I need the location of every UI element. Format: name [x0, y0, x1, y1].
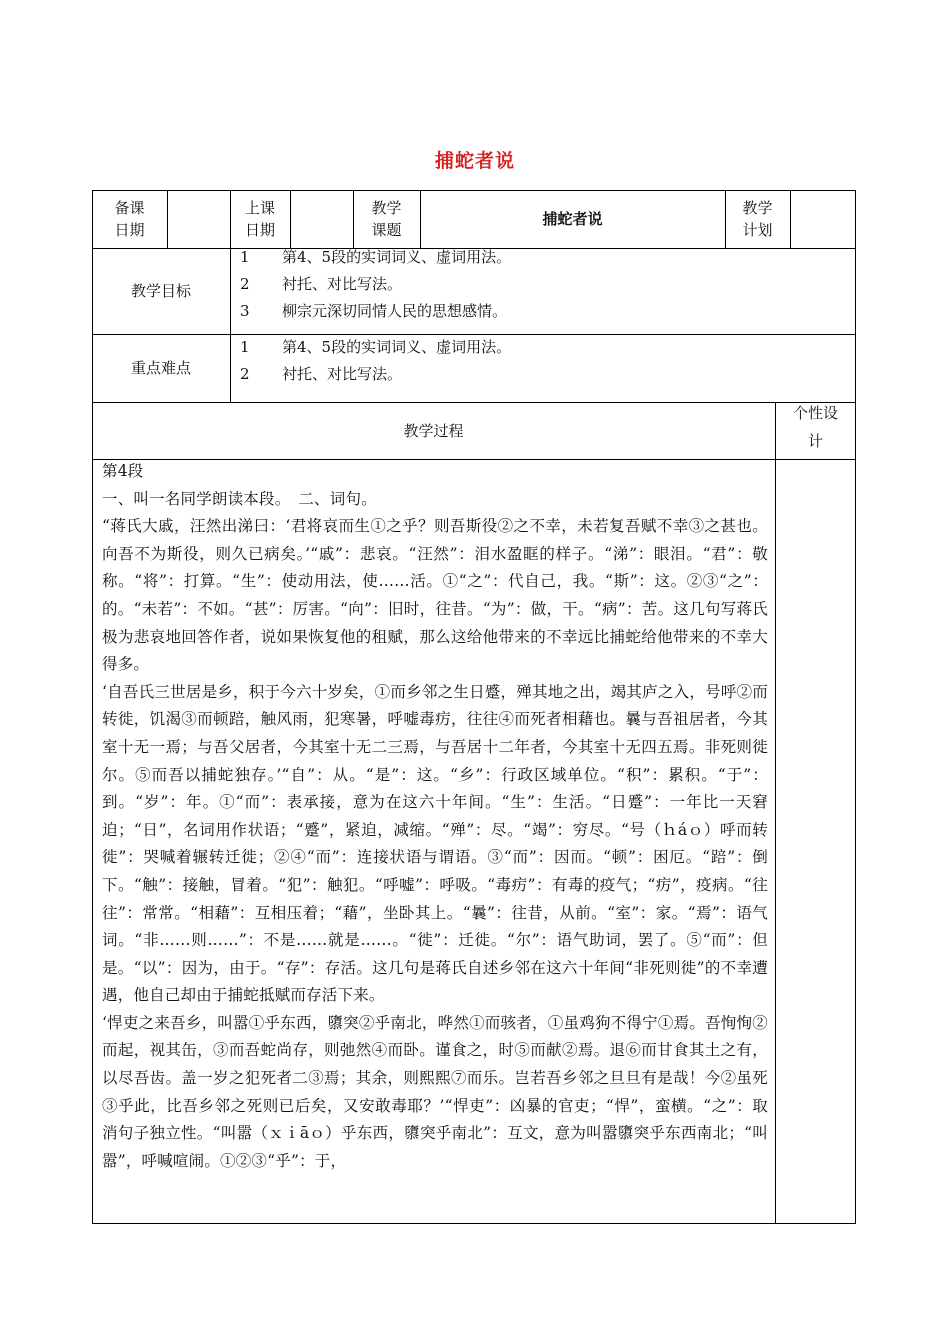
lesson-body: [102, 458, 768, 1175]
body-paragraph: ‘悍吏之来吾乡，叫嚣①乎东西，隳突②乎南北，哗然①而骇者，①虽鸡狗不得宁①焉。吾恂恂②而起，视其缶，③而吾蛇尚存，则弛然④而卧。谨食之，时⑤而献②焉。退⑥而甘食其土之有，以尽吾齿。盖一岁之犯死者二③焉；其余，则熙熙⑦而乐。岂若吾乡邻之旦旦有是哉！今②虽死③乎此，比吾乡邻之死则已后矣，又安敢毒耶？’“悍吏”：凶暴的官吏；“悍”，蛮横。“之”：取消句子独立性。“叫嚣（ｘｉāｏ）乎东西，隳突乎南北”：互文，意为叫嚣隳突乎东西南北；“叫嚣”，呼喊喧闹。①②③“乎”：于，: [102, 1013, 768, 1170]
keypoint-number: 1: [240, 338, 250, 356]
goal-item: [240, 244, 840, 271]
col-divider: [230, 248, 231, 402]
body-paragraph: 第4段: [102, 462, 144, 480]
goals-list: [240, 244, 840, 325]
class-date-label: 上课 日期: [244, 199, 275, 239]
keypoint-item: [240, 361, 840, 388]
body-paragraph: 一、叫一名同学朗读本段。 二、词句。: [102, 489, 377, 508]
process-label: 教学过程: [403, 421, 464, 440]
topic-label: 教学 课题: [371, 199, 402, 239]
goal-text: 第4、5段的实词词义、虚词用法。: [282, 248, 512, 266]
plan-label: 教学 计划: [742, 199, 773, 239]
prep-date-value: [167, 190, 230, 248]
page-title: 捕蛇者说: [434, 150, 515, 172]
goal-number: 3: [240, 302, 250, 320]
goal-number: 1: [240, 248, 250, 266]
body-paragraph: “蒋氏大戚，汪然出涕曰：‘君将哀而生①之乎？则吾斯役②之不幸，未若复吾赋不幸③之甚也。向吾不为斯役，则久已病矣。’“戚”：悲哀。“汪然”：泪水盈眶的样子。“涕”：眼泪。“君”：敬称。“将”：打算。“生”：使动用法，使……活。①“之”：代自己，我。“斯”：这。②③“之”：的。“未若”：不如。“甚”：厉害。“向”：旧时，往昔。“为”：做，干。“病”：苦。这几句写蒋氏极为悲哀地回答作者，说如果恢复他的租赋，那么这给他带来的不幸远比捕蛇给他带来的不幸大得多。: [102, 517, 768, 674]
goal-item: [240, 271, 840, 298]
keypoint-text: 第4、5段的实词词义、虚词用法。: [282, 338, 512, 356]
class-date-value: [290, 190, 353, 248]
goal-text: 柳宗元深切同情人民的思想感情。: [282, 302, 508, 320]
keypoints-list: [240, 334, 840, 388]
keypoint-text: 衬托、对比写法。: [282, 365, 403, 383]
goal-text: 衬托、对比写法。: [282, 275, 403, 293]
prep-date-label: 备课 日期: [114, 199, 145, 239]
keypoint-item: [240, 334, 840, 361]
keypoints-label: 重点难点: [130, 359, 191, 377]
keypoint-number: 2: [240, 365, 250, 383]
topic-value: 捕蛇者说: [542, 210, 603, 228]
goal-number: 2: [240, 275, 250, 293]
body-paragraph: ‘自吾氏三世居是乡，积于今六十岁矣，①而乡邻之生日蹙，殚其地之出，竭其庐之入，号呼②而转徙，饥渴③而顿踣，触风雨，犯寒暑，呼嘘毒疠，往往④而死者相藉也。曩与吾祖居者，今其室十无一焉；与吾父居者，今其室十无二三焉，与吾居十二年者，今其室十无四五焉。非死则徙尔。⑤而吾以捕蛇独存。’“自”：从。“是”：这。“乡”：行政区域单位。“积”：累积。“于”：到。“岁”：年。①“而”：表承接，意为在这六十年间。“生”：生活。“日蹙”：一年比一天窘迫；“日”，名词用作状语；“蹙”，紧迫，减缩。“殚”：尽。“竭”：穷尽。“号（ｈáｏ）呼而转徙”：哭喊着辗转迁徙；②④“而”：连接状语与谓语。③“而”：因而。“顿”：困厄。“踣”：倒下。“触”：接触，冒着。“犯”：触犯。“呼嘘”：呼吸。“毒疠”：有毒的疫气；“疠”，疫病。“往往”：常常。“相藉”：互相压着；“藉”，坐卧其上。“曩”：往昔，从前。“室”：家。“焉”：语气词。“非……则……”：不是……就是……。“徙”：迁徙。“尔”：语气助词，罢了。⑤“而”：但是。“以”：因为，由于。“存”：存活。这几句是蒋氏自述乡邻在这六十年间“非死则徙”的不幸遭遇，他自己却由于捕蛇抵赋而存活下来。: [102, 682, 768, 1005]
design-label: 个性设 计: [792, 403, 838, 450]
plan-value: [790, 190, 856, 248]
goals-label: 教学目标: [130, 282, 191, 300]
goal-item: [240, 298, 840, 325]
col-divider: [775, 402, 776, 1224]
